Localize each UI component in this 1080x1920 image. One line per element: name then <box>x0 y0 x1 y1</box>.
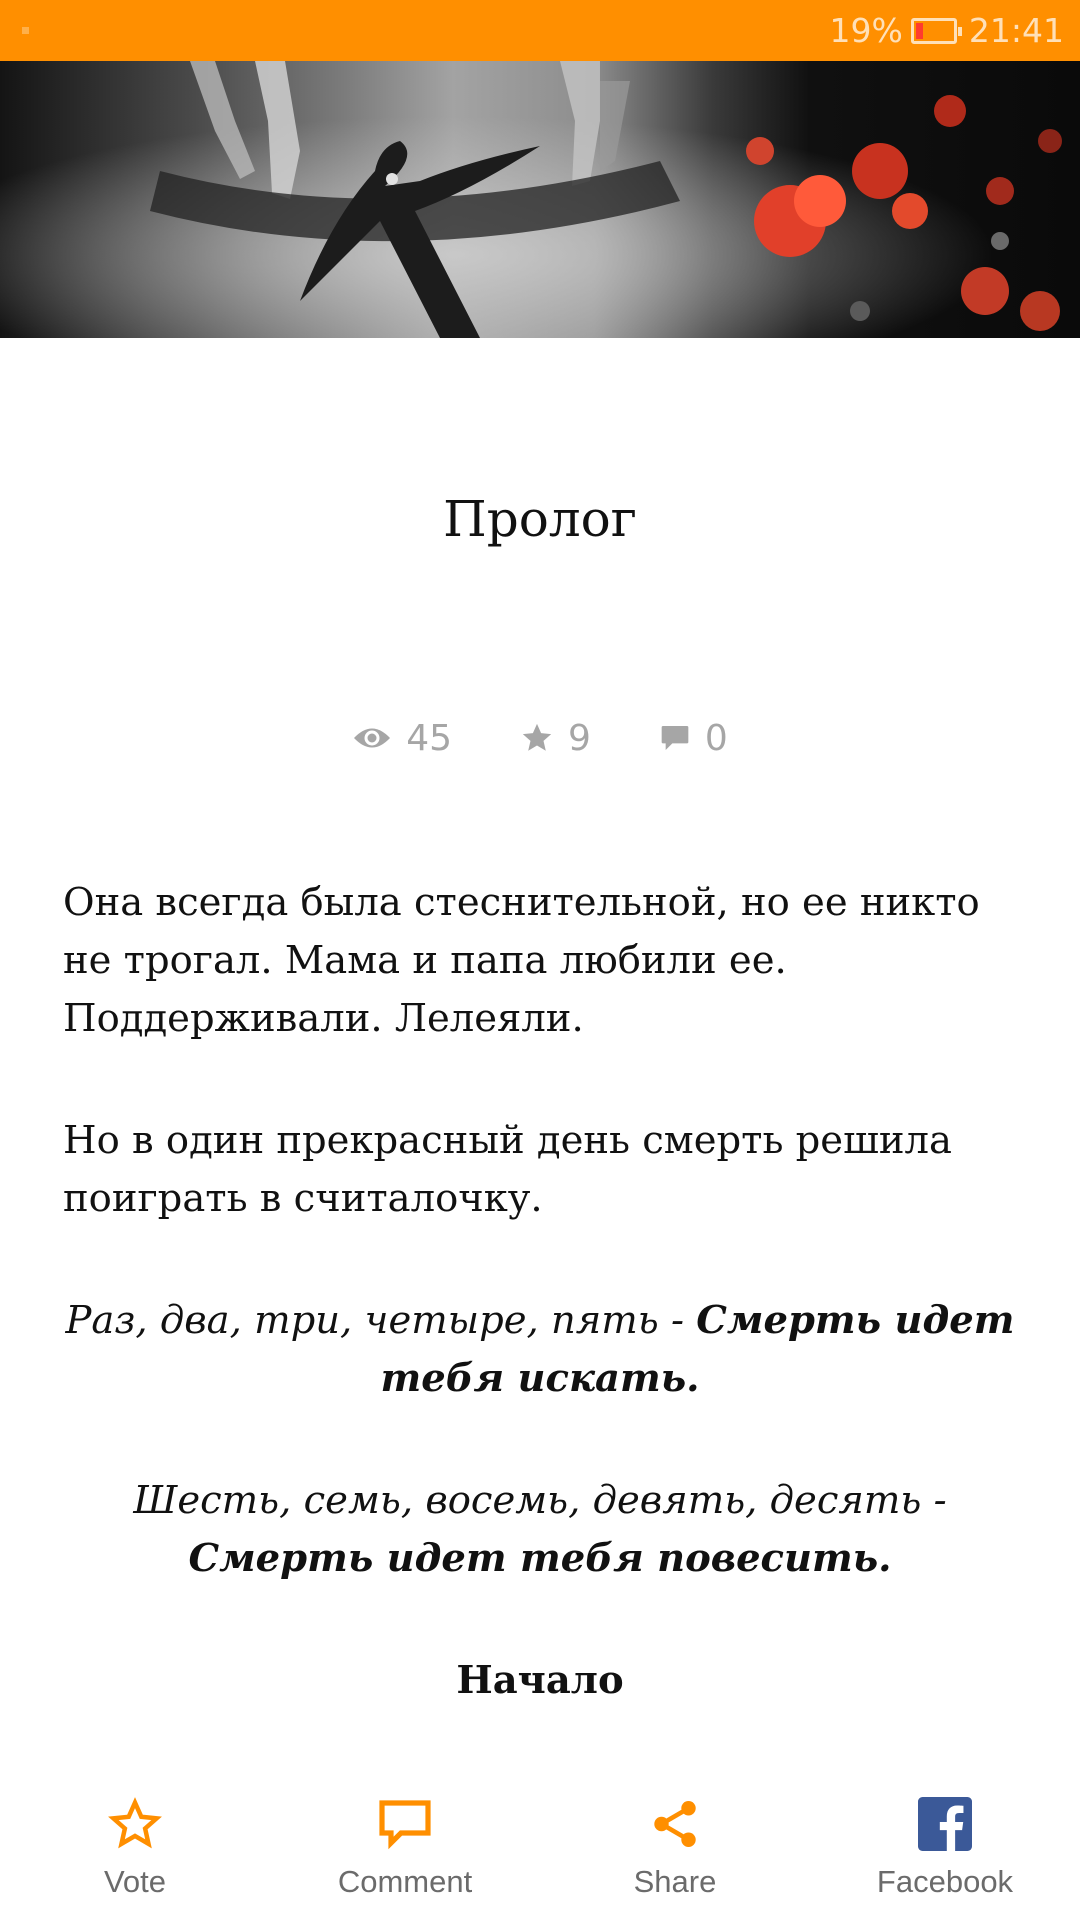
speech-bubble-icon <box>659 722 691 754</box>
star-outline-icon <box>108 1797 162 1851</box>
battery-percentage: 19% <box>829 11 903 50</box>
facebook-icon <box>918 1797 972 1851</box>
battery-level-fill <box>916 23 923 39</box>
vote-label: Vote <box>103 1864 167 1899</box>
notification-dot <box>22 27 29 34</box>
story-body <box>63 874 1017 1774</box>
chapter-title: Пролог <box>443 490 637 548</box>
story-paragraph-1: Она всегда была стеснительной, но ее никто не трогал. Мама и папа любили ее. Поддерживали. Лелеяли. <box>63 880 980 1041</box>
share-label: Share <box>633 1864 717 1899</box>
verse-2 <box>63 1472 1017 1588</box>
comment-label: Comment <box>337 1864 473 1899</box>
verse-1-bold: Смерть идет тебя искать. <box>380 1298 1015 1401</box>
comment-button[interactable] <box>270 1780 540 1920</box>
clock: 21:41 <box>968 11 1064 50</box>
status-bar <box>0 0 1080 61</box>
chapter-stats <box>0 712 1080 764</box>
battery-icon <box>911 18 957 44</box>
vote-button[interactable] <box>0 1780 270 1920</box>
star-icon <box>520 721 554 755</box>
verse-2-italic: Шесть, семь, восемь, девять, десять - <box>133 1478 947 1523</box>
comments-stat <box>659 718 728 759</box>
votes-count: 9 <box>568 717 591 759</box>
facebook-label: Facebook <box>876 1864 1014 1899</box>
story-closing: Начало <box>456 1658 624 1703</box>
comment-icon <box>377 1798 433 1850</box>
verse-1-italic: Раз, два, три, четыре, пять - <box>65 1298 697 1343</box>
header-photo-illustration <box>0 61 1080 338</box>
status-indicators <box>830 0 1064 61</box>
eye-icon <box>352 725 392 751</box>
views-stat <box>352 718 452 759</box>
verse-1 <box>63 1292 1017 1408</box>
bottom-action-bar <box>0 1780 1080 1920</box>
votes-stat <box>520 718 591 759</box>
share-button[interactable] <box>540 1780 810 1920</box>
verse-2-bold: Смерть идет тебя повесить. <box>188 1536 892 1581</box>
share-icon <box>648 1797 702 1851</box>
comments-count: 0 <box>704 717 728 759</box>
chapter-header-image <box>0 61 1080 338</box>
facebook-button[interactable] <box>810 1780 1080 1920</box>
story-paragraph-2: Но в один прекрасный день смерть решила поиграть в считалочку. <box>63 1118 952 1221</box>
views-count: 45 <box>406 717 452 759</box>
